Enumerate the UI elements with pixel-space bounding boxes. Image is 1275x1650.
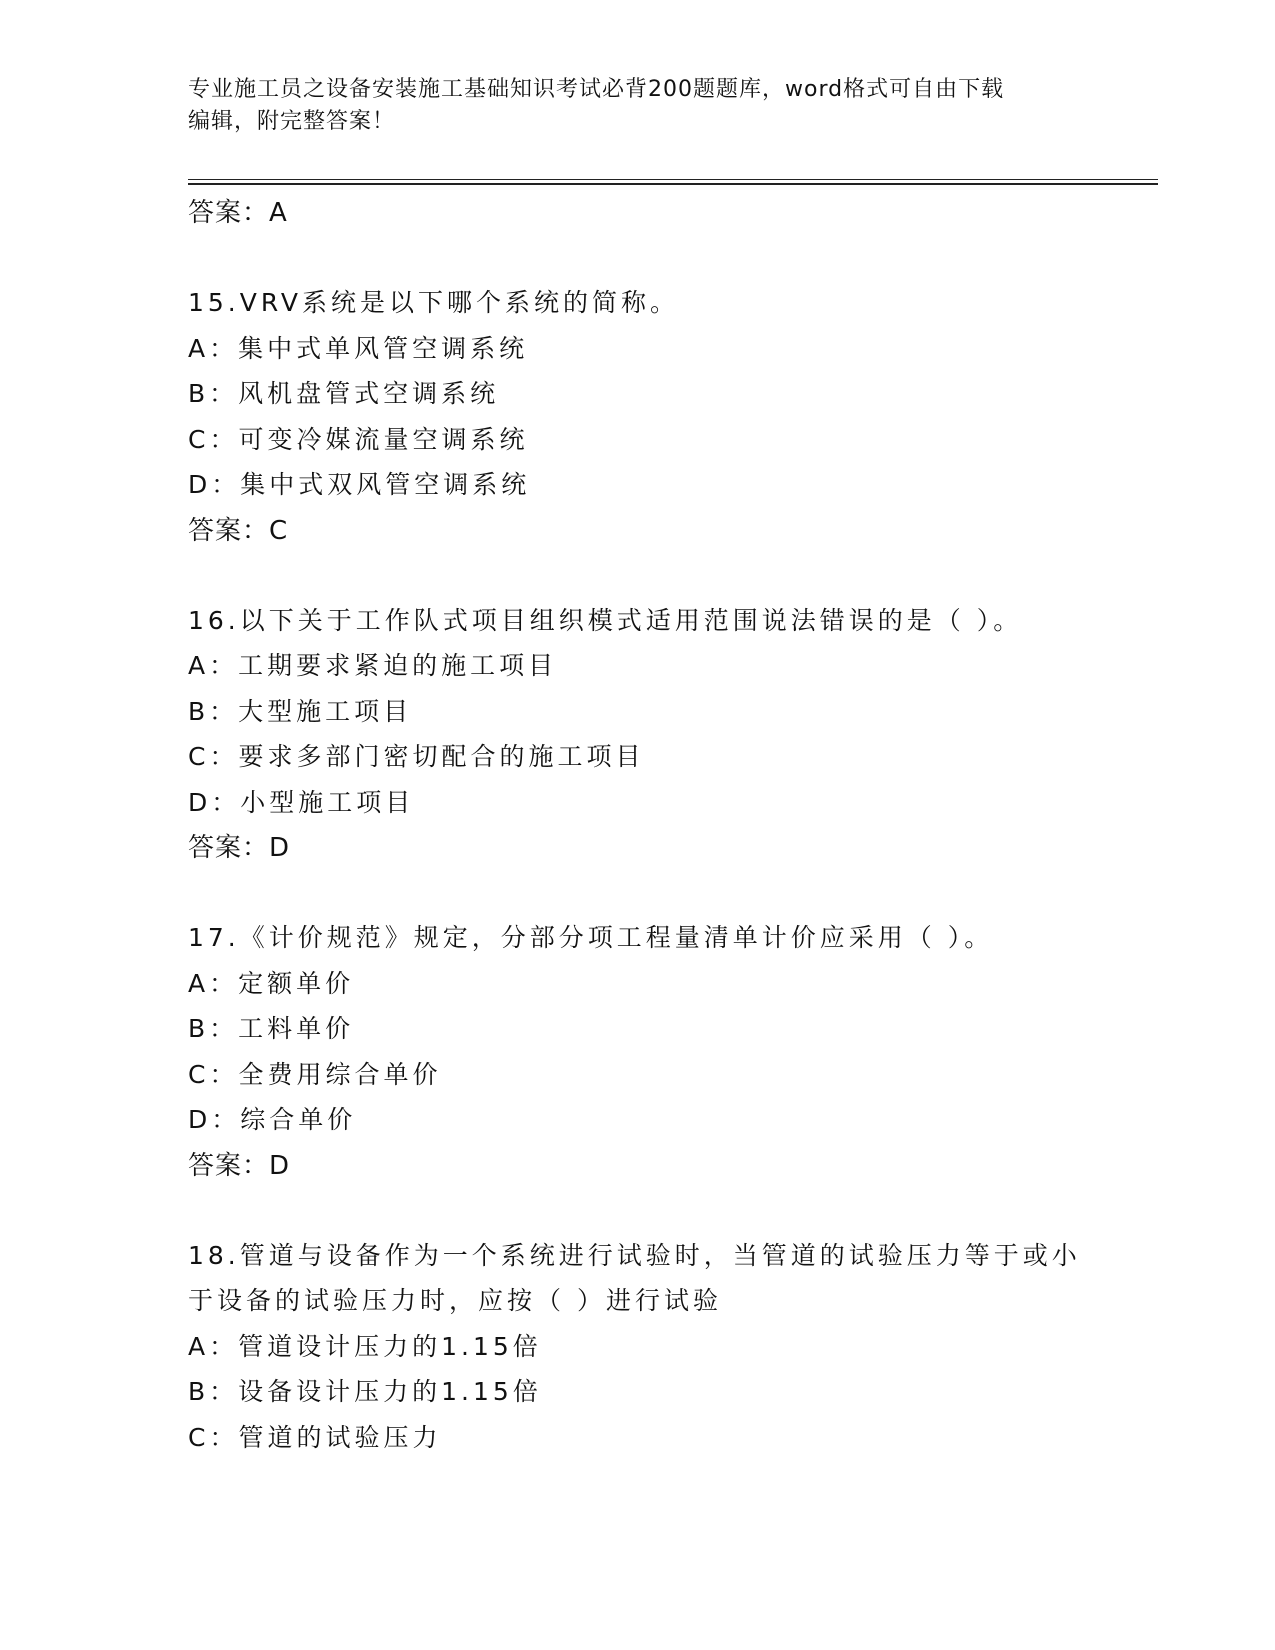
spacer <box>188 1189 1088 1233</box>
option-d: D：综合单价 <box>188 1105 357 1134</box>
question-17 <box>188 915 1088 1189</box>
option-b: B：风机盘管式空调系统 <box>188 379 500 408</box>
answer: 答案：C <box>188 515 289 546</box>
option-d: D：集中式双风管空调系统 <box>188 470 531 499</box>
option-c: C：可变冷媒流量空调系统 <box>188 424 529 454</box>
document-header <box>188 74 1068 138</box>
option-a: A：管道设计压力的1.15倍 <box>188 1331 542 1361</box>
previous-answer: 答案：A <box>188 198 288 228</box>
question-stem: 17.《计价规范》规定，分部分项工程量清单计价应采用（ ）。 <box>188 923 994 952</box>
spacer <box>188 236 1088 280</box>
question-stem-line-2: 于设备的试验压力时，应按（ ）进行试验 <box>188 1286 722 1315</box>
header-rule-thin <box>188 179 1158 180</box>
header-rule-thick <box>188 183 1158 185</box>
option-a: A：工期要求紧迫的施工项目 <box>188 651 558 680</box>
answer: 答案：D <box>188 1150 291 1181</box>
question-16 <box>188 598 1088 872</box>
question-stem-line-1: 18.管道与设备作为一个系统进行试验时，当管道的试验压力等于或小 <box>188 1240 1081 1270</box>
option-b: B：大型施工项目 <box>188 696 413 726</box>
question-list <box>188 190 1088 1460</box>
option-a: A：定额单价 <box>188 968 355 998</box>
option-c: C：要求多部门密切配合的施工项目 <box>188 742 645 771</box>
header-line-2: 编辑，附完整答案！ <box>188 109 396 134</box>
answer: 答案：D <box>188 833 291 863</box>
spacer <box>188 554 1088 598</box>
option-d: D：小型施工项目 <box>188 787 415 817</box>
option-b: B：工料单价 <box>188 1014 355 1043</box>
option-c: C：全费用综合单价 <box>188 1059 442 1089</box>
option-b: B：设备设计压力的1.15倍 <box>188 1377 542 1406</box>
question-15 <box>188 280 1088 554</box>
question-stem: 16.以下关于工作队式项目组织模式适用范围说法错误的是（ ）。 <box>188 605 1023 635</box>
option-c: C：管道的试验压力 <box>188 1422 442 1452</box>
option-a: A：集中式单风管空调系统 <box>188 333 529 363</box>
header-line-1: 专业施工员之设备安装施工基础知识考试必背200题题库，word格式可自由下载 <box>188 77 1005 102</box>
spacer <box>188 871 1088 915</box>
question-stem: 15.VRV系统是以下哪个系统的简称。 <box>188 288 679 317</box>
question-18 <box>188 1233 1088 1461</box>
